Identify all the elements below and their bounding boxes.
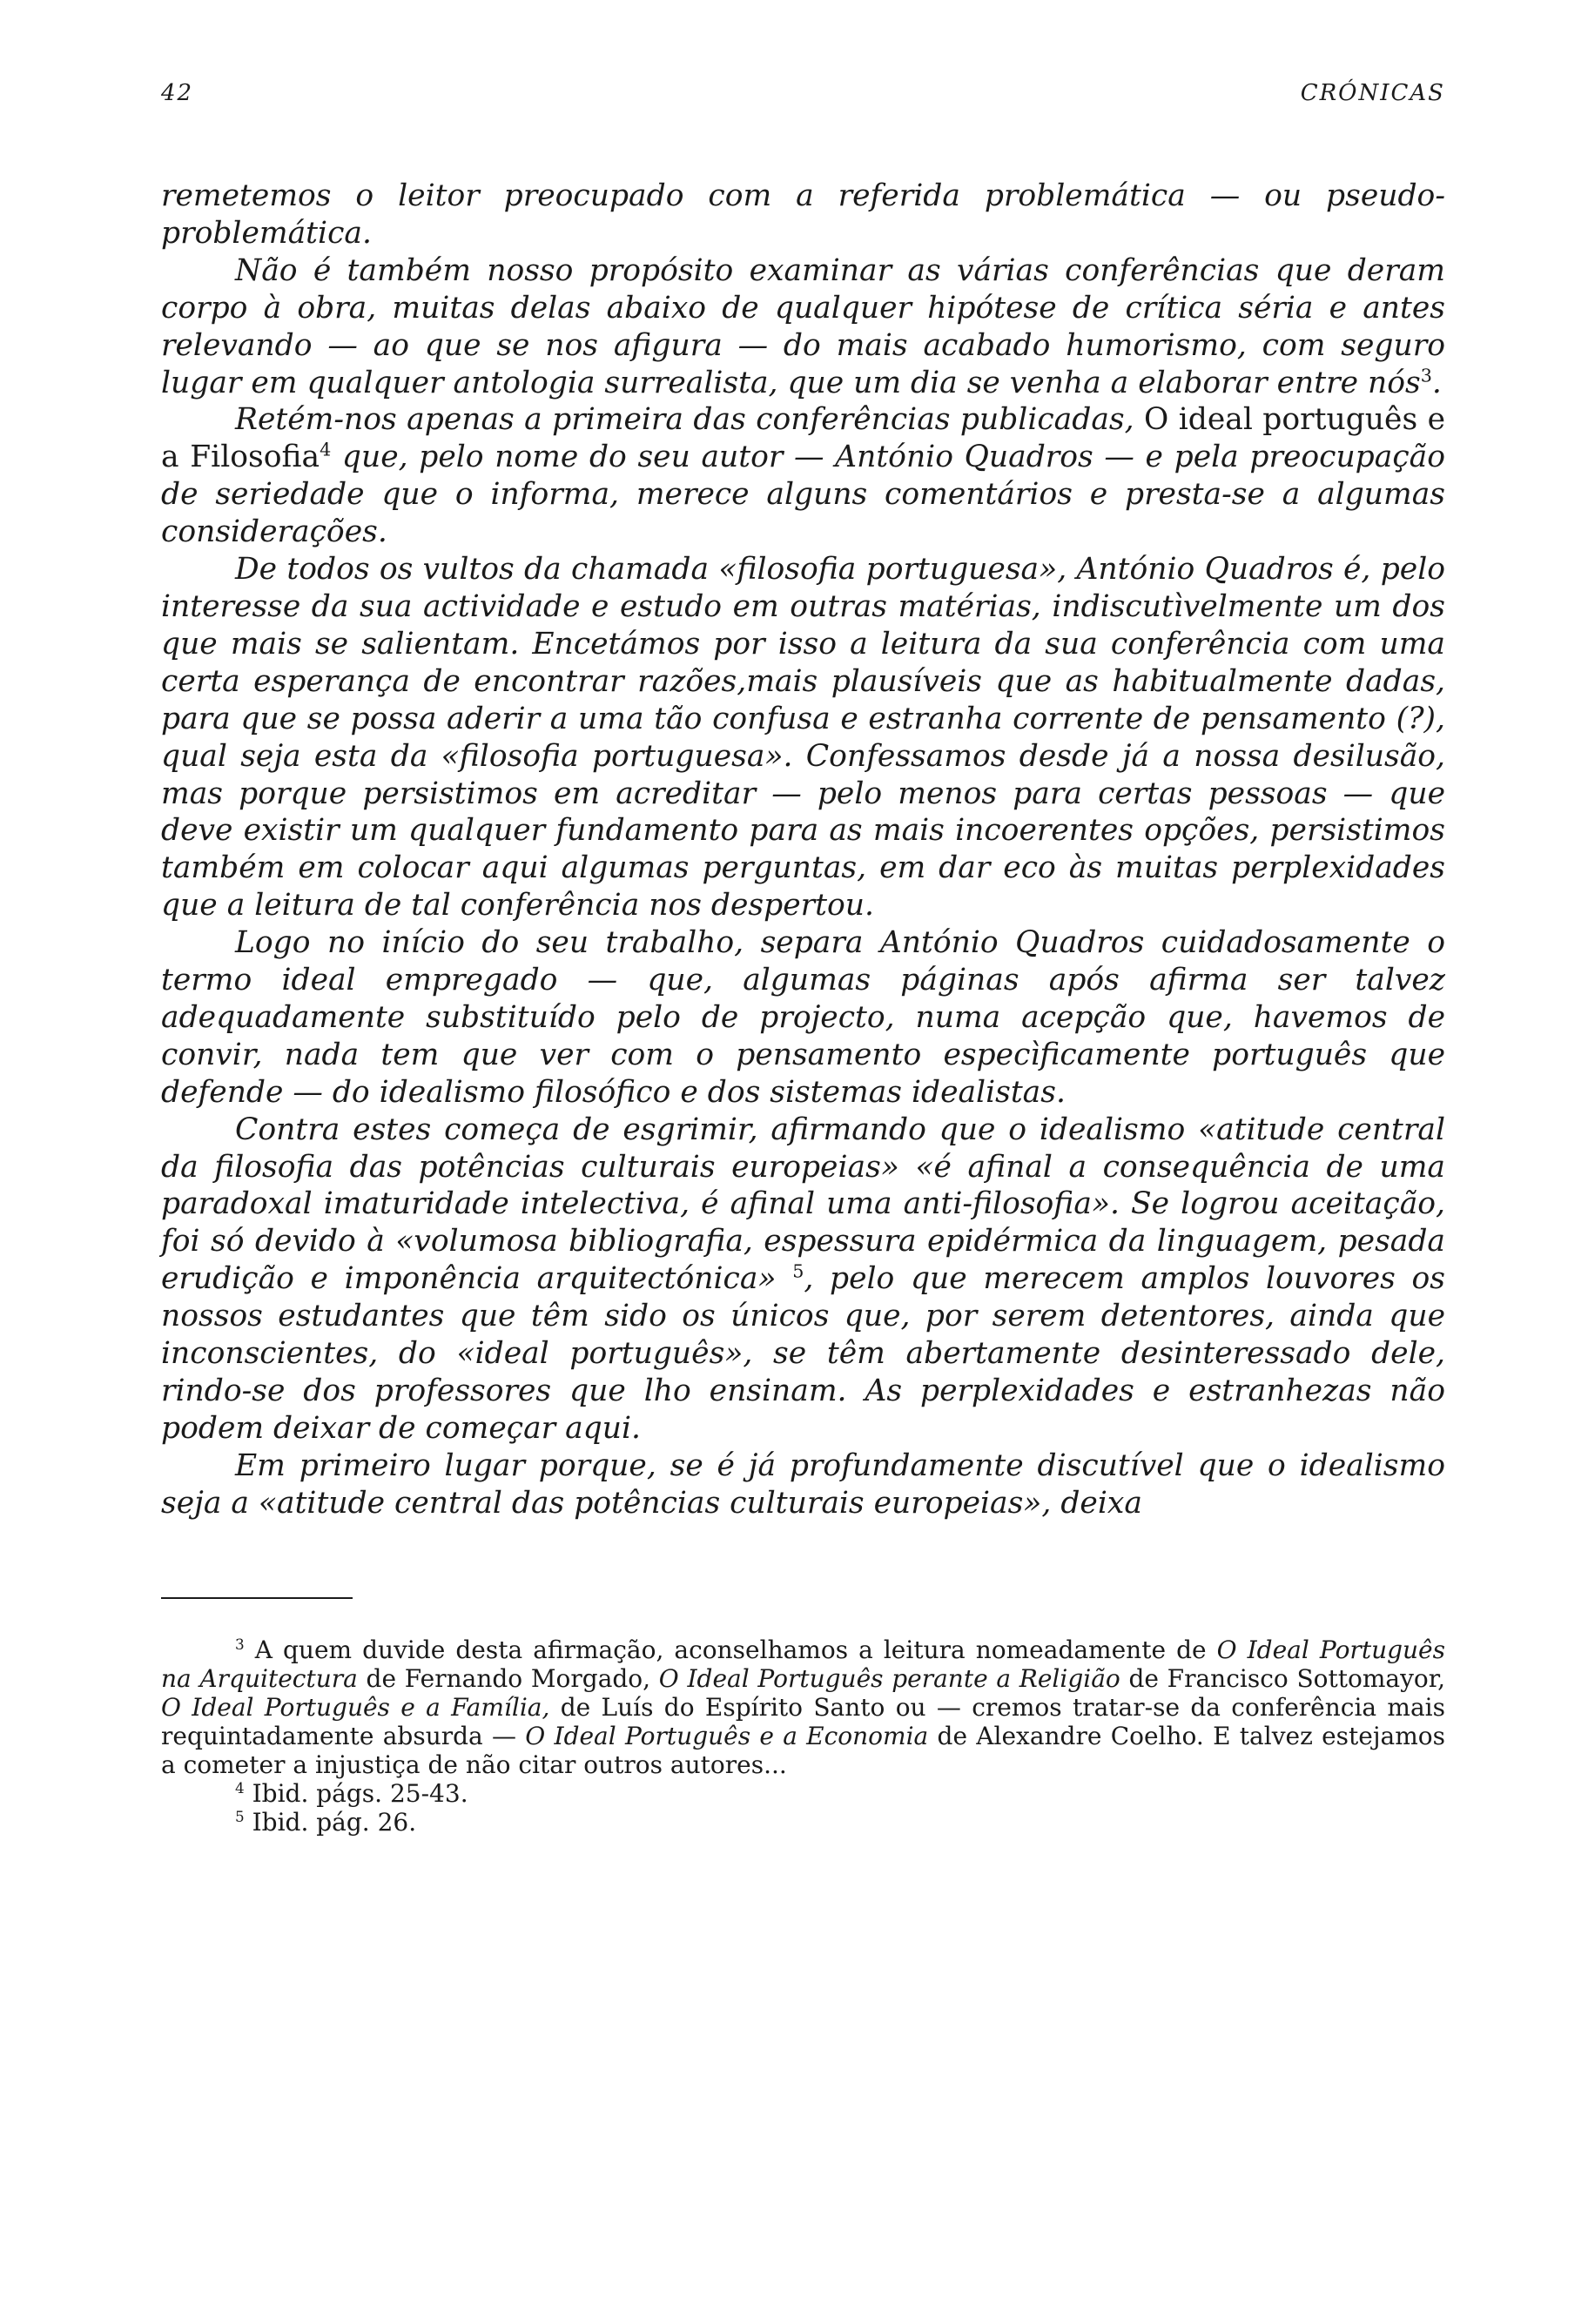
footnote-4 [161,1779,1445,1808]
page-number: 42 [161,80,194,106]
footnote-3-text-4: de Luís do Espírito Santo ou — cremos tratar-se da conferência mais requintadamente absurda — [161,1692,1445,1750]
paragraph-4: De todos os vultos da chamada «filosofia portuguesa», António Quadros é, pelo interesse da sua actividade e estudo em outras matérias, indiscutìvelmente um dos que mais se salientam. Encetámos por isso a leitura da sua conferência com uma certa esperança de encontrar razões,mais plausíveis que as habitualmente dadas, para que se possa aderir a uma tão confusa e estranha corrente de pensamento (?), qual seja esta da «filosofia portuguesa». Confessamos desde já a nossa desilusão, mas porque persistimos em acreditar — pelo menos para certas pessoas — que deve existir um qualquer fundamento para as mais incoerentes opções, persistimos também em colocar aqui algumas perguntas, em dar eco às muitas perplexidades que a leitura de tal conferência nos despertou. [161,552,1445,924]
running-head [161,80,1445,132]
footnote-3-title-3: O Ideal Português e a Família, [161,1692,550,1722]
paragraph-6 [161,1112,1445,1447]
footnote-3 [161,1636,1445,1779]
footnote-marker-5: 5 [235,1807,245,1825]
footnote-3-title-2: O Ideal Português perante a Religião [658,1663,1120,1693]
footnote-3-text-2: de Fernando Morgado, [366,1663,651,1693]
paragraph-1: remetemos o leitor preocupado com a referida problemática — ou pseudo-problemática. [161,178,1445,251]
paragraph-3 [161,401,1445,551]
paragraph-3-text-a: Retém-nos apenas a primeira das conferências publicadas, [235,402,1134,438]
cited-title: O ideal português e a Filosofia [161,402,1445,475]
body-text [161,178,1445,1522]
footnote-4-text: Ibid. págs. 25-43. [252,1778,468,1808]
footnotes [161,1636,1445,1837]
paragraph-2 [161,252,1445,402]
footnote-marker-3: 3 [235,1635,245,1653]
footnote-3-text-1: A quem duvide desta afirmação, aconselhamos a leitura nomeadamente de [254,1635,1207,1664]
footnote-3-text-3: de Francisco Sottomayor, [1128,1663,1445,1693]
footnote-5 [161,1808,1445,1837]
footnote-3-text-5: de Alexandre Coelho. E talvez estejamos a cometer a injustiça de não citar outros autores... [161,1721,1446,1779]
paragraph-5: Logo no início do seu trabalho, separa António Quadros cuidadosamente o termo ideal empregado — que, algumas páginas após afirma ser talvez adequadamente substituído pelo de projecto, numa acepção que, havemos de convir, nada tem que ver com o pensamento especìficamente português que defende — do idealismo filosófico e dos sistemas idealistas. [161,925,1445,1110]
paragraph-2-text: Não é também nosso propósito examinar as várias conferências que deram corpo à obra, muitas delas abaixo de qualquer hipótese de crítica séria e antes relevando — ao que se nos afigura — do mais acabado humorismo, com seguro lugar em qualquer antologia surrealista, que um dia se venha a elaborar entre nós [161,252,1445,400]
paragraph-3-text-b: que, pelo nome do seu autor — António Quadros — e pela preocupação de seriedade que o informa, merece alguns comentários e presta-se a algumas considerações. [161,440,1445,550]
footnote-marker-4: 4 [235,1778,245,1797]
footnote-ref-5: 5 [792,1260,804,1282]
paragraph-6-text-b: , pelo que merecem amplos louvores os nossos estudantes que têm sido os únicos que, por serem detentores, ainda que inconscientes, do «ideal português», se têm abertamente desinteressado dele, rindo-se dos professores que lho ensinam. As perplexidades e estranhezas não podem deixar de começar aqui. [161,1261,1446,1446]
footnote-ref-4: 4 [320,439,332,460]
paragraph-7: Em primeiro lugar porque, se é já profundamente discutível que o idealismo seja a «atitude central das potências culturais europeias», deixa [161,1447,1445,1521]
paragraph-2-end: . [1431,365,1442,400]
book-page [161,80,1445,1837]
footnote-separator [161,1597,353,1599]
footnote-5-text: Ibid. pág. 26. [252,1807,417,1837]
paragraph-6-text-a: Contra estes começa de esgrimir, afirmando que o idealismo «atitude central da filosofia das potências culturais europeias» «é afinal a consequência de uma paradoxal imaturidade intelectiva, é afinal uma anti-filosofia». Se logrou aceitação, foi só devido à «volumosa bibliografia, espessura epidérmica da linguagem, pesada erudição e imponência arquitectónica» [161,1112,1445,1297]
footnote-3-title-1: O Ideal Português na Arquitectura [161,1635,1445,1693]
running-title: CRÓNICAS [1300,80,1445,106]
footnote-ref-3: 3 [1420,365,1432,386]
footnote-3-title-4: O Ideal Português e a Economia [525,1721,929,1750]
